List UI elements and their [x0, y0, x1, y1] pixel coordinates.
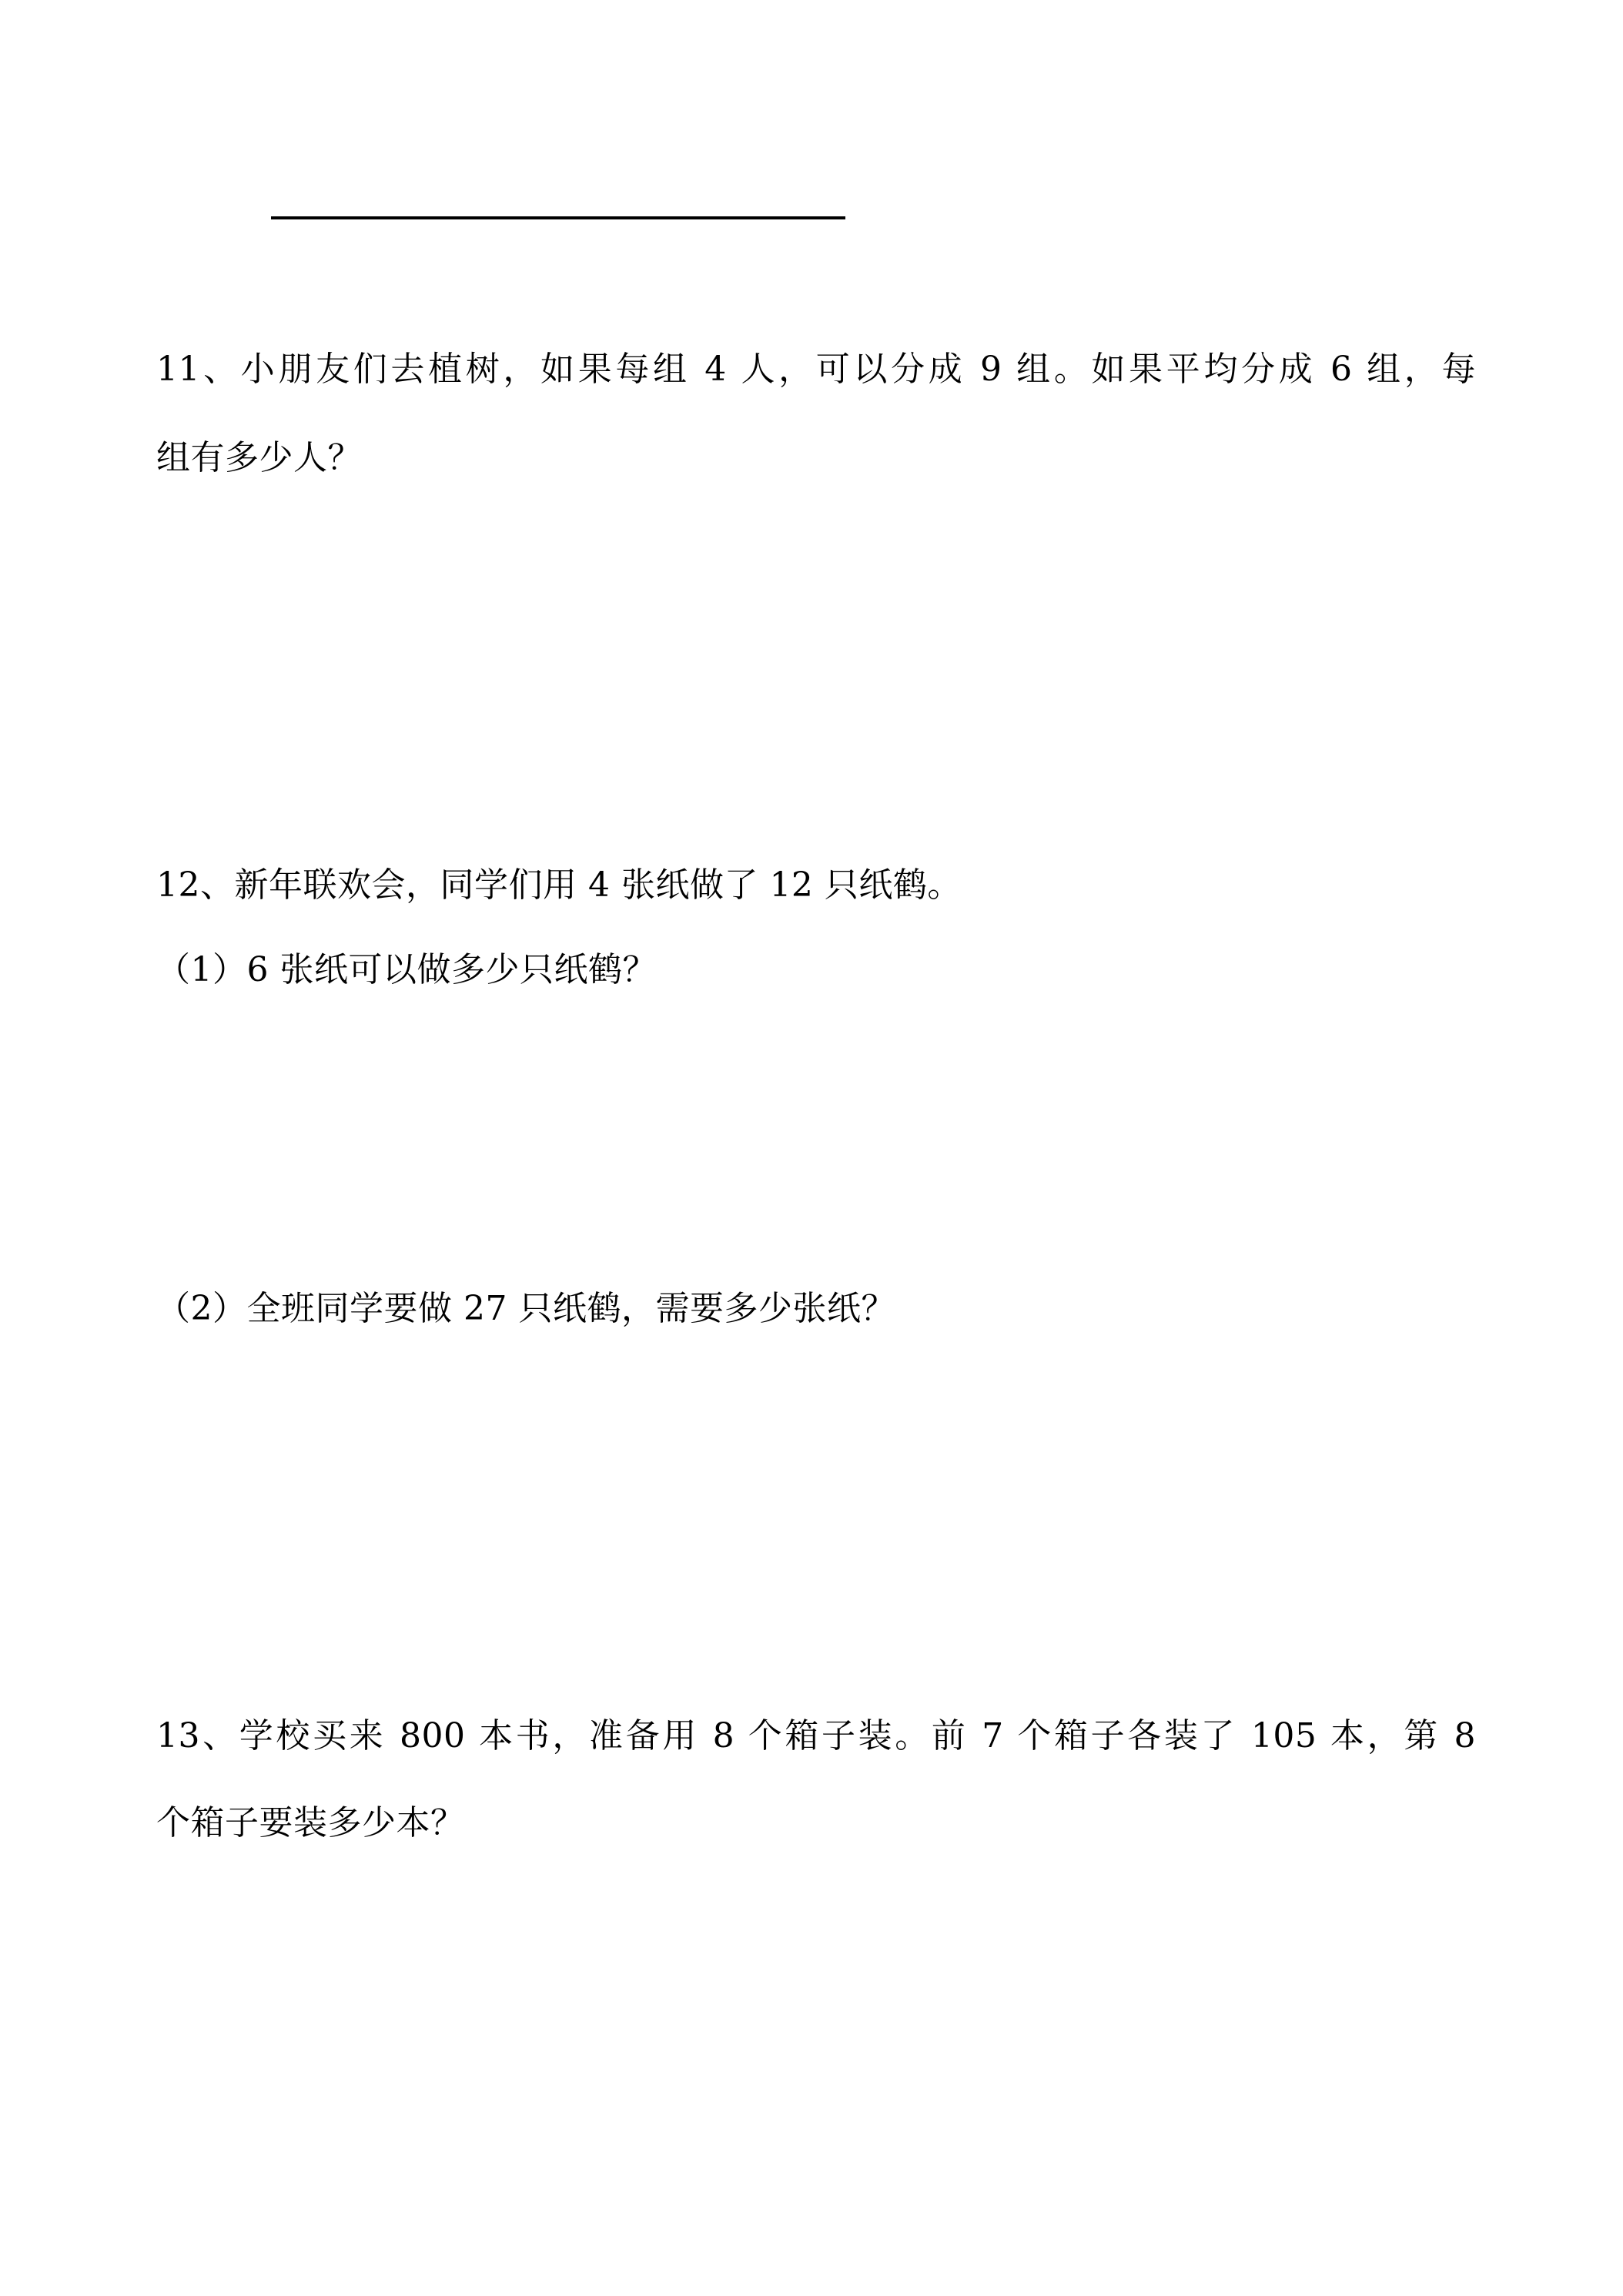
question-12-line-1: 12、新年联欢会，同学们用 4 张纸做了 12 只纸鹤。: [156, 865, 962, 905]
question-13-line-1: 13、学校买来 800 本书，准备用 8 个箱子装。前 7 个箱子各装了 105 本，第 8: [156, 1716, 1476, 1755]
question-12-sub-1: （1）6 张纸可以做多少只纸鹤？: [156, 950, 657, 989]
question-11-line-1: 11、小朋友们去植树，如果每组 4 人，可以分成 9 组。如果平均分成 6 组，每: [156, 350, 1476, 389]
question-12-sub-2: （2）全班同学要做 27 只纸鹤，需要多少张纸？: [156, 1289, 895, 1328]
question-11-line-2: 组有多少人？: [156, 438, 362, 477]
answer-blank-line: [271, 216, 845, 219]
question-13-line-2: 个箱子要装多少本？: [156, 1803, 465, 1842]
